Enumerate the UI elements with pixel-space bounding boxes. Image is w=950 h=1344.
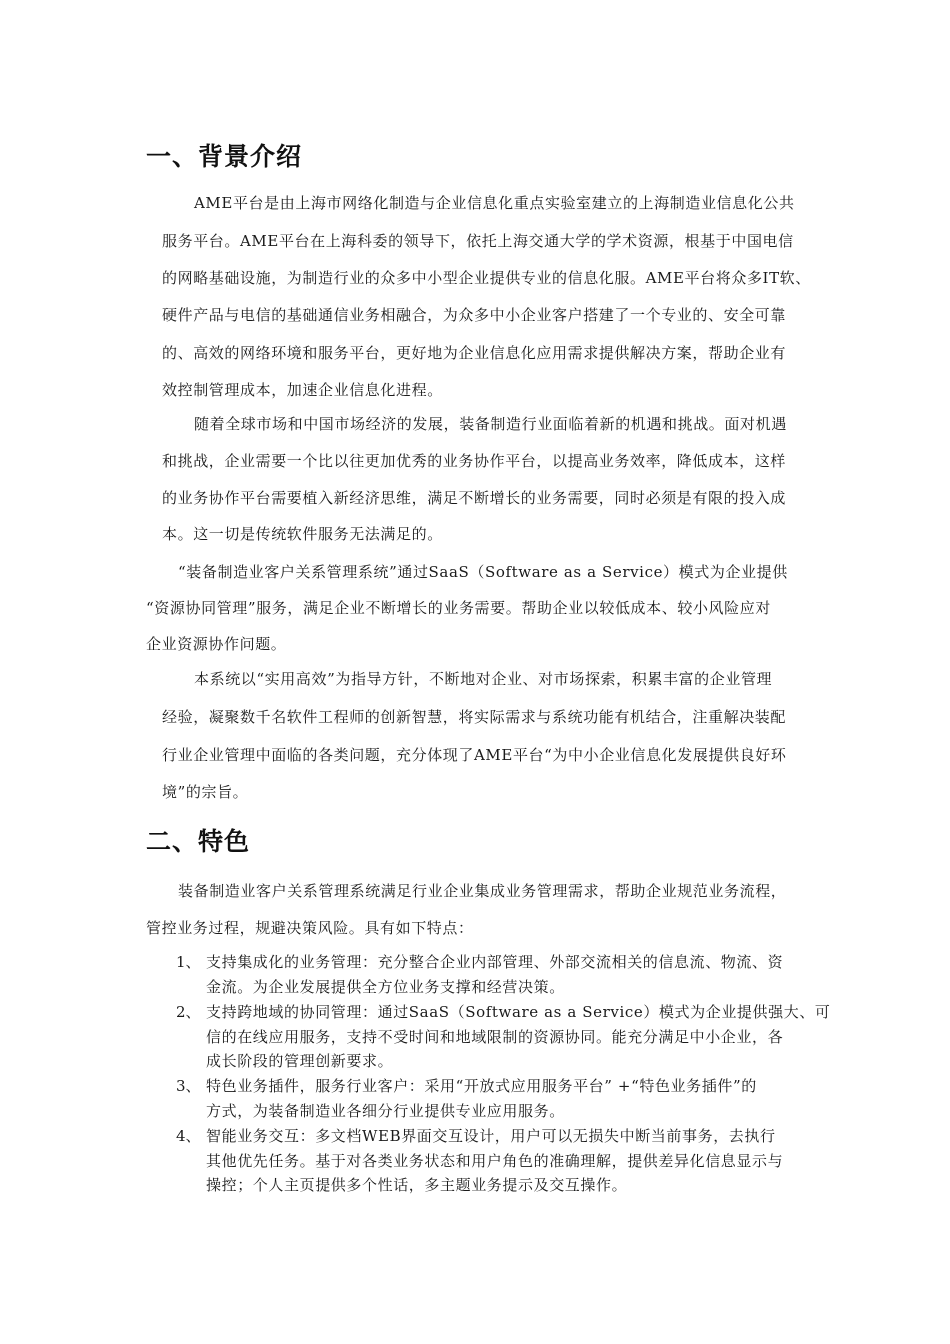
body-text-line: 经验，凝聚数千名软件工程师的创新智慧，将实际需求与系统功能有机结合，注重解决装配 [162, 708, 787, 726]
body-text-line: 的网略基础设施，为制造行业的众多中小型企业提供专业的信息化服。AME平台将众多IT软、 [162, 269, 811, 287]
body-text-line: 随着全球市场和中国市场经济的发展，装备制造行业面临着新的机遇和挑战。面对机遇 [194, 415, 787, 433]
body-text-line: 管控业务过程，规避决策风险。具有如下特点： [146, 919, 474, 937]
body-text-line: “资源协同管理”服务，满足企业不断增长的业务需要。帮助企业以较低成本、较小风险应对 [146, 599, 771, 617]
body-text-line: 装备制造业客户关系管理系统满足行业企业集成业务管理需求，帮助企业规范业务流程， [178, 882, 787, 900]
body-text-line: 服务平台。AME平台在上海科委的领导下，依托上海交通大学的学术资源，根基于中国电信 [162, 232, 794, 250]
list-item-text: 方式，为装备制造业各细分行业提供专业应用服务。 [206, 1102, 565, 1120]
list-item-text: 支持跨地域的协同管理：通过SaaS（Software as a Service）模式为企业提供强大、可 [206, 1003, 831, 1021]
list-item-number: 2、 [176, 1003, 201, 1021]
body-text-line: 本系统以“实用高效”为指导方针，不断地对企业、对市场探索，积累丰富的企业管理 [194, 670, 773, 688]
body-text-line: 效控制管理成本，加速企业信息化进程。 [162, 381, 443, 399]
body-text-line: 硬件产品与电信的基础通信业务相融合，为众多中小企业客户搭建了一个专业的、安全可靠 [162, 306, 787, 324]
body-text-line: 企业资源协作问题。 [146, 635, 287, 653]
section-heading-features: 二、特色 [146, 827, 251, 856]
body-text-line: 和挑战，企业需要一个比以往更加优秀的业务协作平台，以提高业务效率，降低成本，这样 [162, 452, 787, 470]
body-text-line: 本。这一切是传统软件服务无法满足的。 [162, 525, 443, 543]
list-item-text: 其他优先任务。基于对各类业务状态和用户角色的准确理解，提供差异化信息显示与 [206, 1152, 784, 1170]
list-item-text: 金流。为企业发展提供全方位业务支撑和经营决策。 [206, 978, 565, 996]
list-item-number: 4、 [176, 1127, 201, 1145]
list-item-number: 1、 [176, 953, 201, 971]
list-item-text: 操控；个人主页提供多个性话，多主题业务提示及交互操作。 [206, 1176, 628, 1194]
list-item-text: 信的在线应用服务，支持不受时间和地域限制的资源协同。能充分满足中小企业，各 [206, 1028, 784, 1046]
body-text-line: “装备制造业客户关系管理系统”通过SaaS（Software as a Service）模式为企业提供 [178, 563, 788, 581]
section-heading-background: 一、背景介绍 [146, 142, 303, 171]
list-item-text: 特色业务插件，服务行业客户：采用“开放式应用服务平台” +“特色业务插件”的 [206, 1077, 757, 1095]
body-text-line: 境”的宗旨。 [162, 783, 249, 801]
list-item-text: 支持集成化的业务管理：充分整合企业内部管理、外部交流相关的信息流、物流、资 [206, 953, 784, 971]
list-item-number: 3、 [176, 1077, 201, 1095]
list-item-text: 成长阶段的管理创新要求。 [206, 1052, 394, 1070]
body-text-line: 的业务协作平台需要植入新经济思维，满足不断增长的业务需要，同时必须是有限的投入成 [162, 489, 787, 507]
body-text-line: AME平台是由上海市网络化制造与企业信息化重点实验室建立的上海制造业信息化公共 [194, 194, 795, 212]
body-text-line: 行业企业管理中面临的各类问题，充分体现了AME平台“为中小企业信息化发展提供良好环 [162, 746, 787, 764]
list-item-text: 智能业务交互：多文档WEB界面交互设计，用户可以无损失中断当前事务，去执行 [206, 1127, 776, 1145]
body-text-line: 的、高效的网络环境和服务平台，更好地为企业信息化应用需求提供解决方案，帮助企业有 [162, 344, 787, 362]
